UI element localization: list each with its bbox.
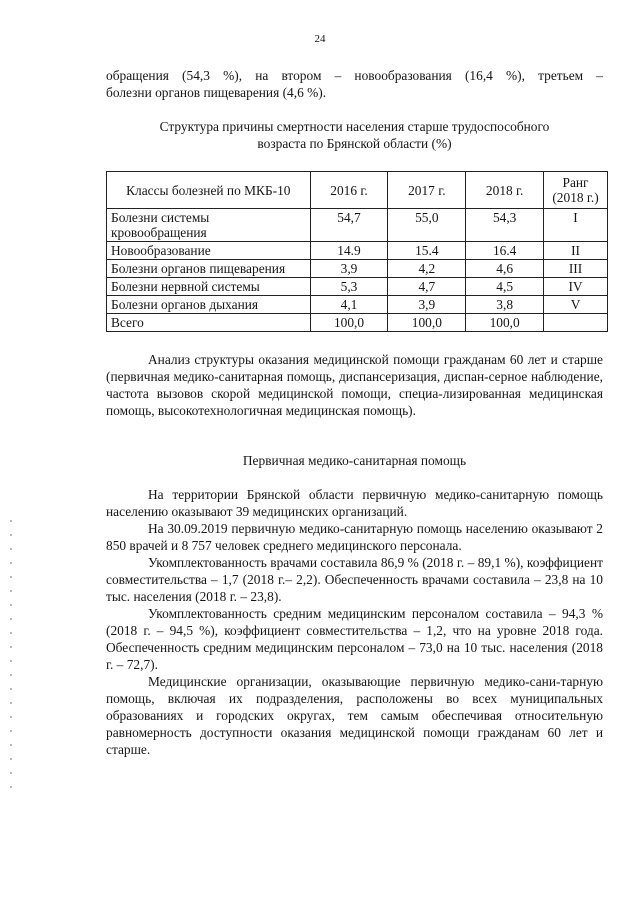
table-title-line-1: Структура причины смертности населения старше трудоспособного xyxy=(159,119,550,134)
rank-cell: II xyxy=(544,242,608,260)
column-header: Классы болезней по МКБ-10 xyxy=(107,172,311,209)
disease-class-cell: Болезни органов пищеварения xyxy=(107,260,311,278)
body-paragraph: На территории Брянской области первичную медико-санитарную помощь населению оказывают 39 медицинских организаций. xyxy=(106,487,603,519)
value-cell: 15.4 xyxy=(388,242,466,260)
table-header-row xyxy=(107,172,608,209)
value-cell: 55,0 xyxy=(388,209,466,242)
body-paragraph: Укомплектованность средним медицинским персоналом составила – 94,3 % (2018 г. – 94,5 %), коэффициент совместительства – 1,2, что на уровне 2018 года. Обеспеченность средним медицинским персоналом – 73,0 на 10 тыс. населения (2018 г. – 72,7). xyxy=(106,606,603,672)
disease-class-cell: Всего xyxy=(107,314,311,332)
intro-line-2: болезни органов пищеварения (4,6 %). xyxy=(106,85,327,100)
value-cell: 4,2 xyxy=(388,260,466,278)
value-cell: 16.4 xyxy=(466,242,544,260)
body-paragraph: Медицинские организации, оказывающие первичную медико-сани-тарную помощь, включая их подразделения, расположены во всех муниципальных образованиях и городских округах, тем самым обеспечивая относительную равномерность доступности оказания медицинской помощи гражданам 60 лет и старше. xyxy=(106,674,603,757)
body-paragraph: Укомплектованность врачами составила 86,9 % (2018 г. – 89,1 %), коэффициент совместительства – 1,7 (2018 г.– 2,2). Обеспеченность врачами составила – 23,8 на 10 тыс. населения (2018 г. – 23,8). xyxy=(106,555,603,604)
table-total-row xyxy=(107,314,608,332)
rank-cell xyxy=(544,314,608,332)
table-row xyxy=(107,260,608,278)
column-header: 2017 г. xyxy=(388,172,466,209)
disease-class-cell: Болезни органов дыхания xyxy=(107,296,311,314)
section-heading: Первичная медико-санитарная помощь xyxy=(242,453,467,468)
mortality-table xyxy=(106,171,608,332)
disease-class-cell: Новообразование xyxy=(107,242,311,260)
rank-cell: I xyxy=(544,209,608,242)
value-cell: 4,7 xyxy=(388,278,466,296)
intro-line-1: обращения (54,3 %), на втором – новообразования (16,4 %), третьем – xyxy=(106,68,603,83)
body-paragraph: На 30.09.2019 первичную медико-санитарную помощь населению оказывают 2 850 врачей и 8 757 человек среднего медицинского персонала. xyxy=(106,521,603,553)
rank-cell: V xyxy=(544,296,608,314)
value-cell: 4,1 xyxy=(310,296,388,314)
rank-cell: IV xyxy=(544,278,608,296)
column-header: Ранг (2018 г.) xyxy=(544,172,608,209)
table-row xyxy=(107,242,608,260)
table-row xyxy=(107,296,608,314)
value-cell: 54,3 xyxy=(466,209,544,242)
disease-class-cell: Болезни системы кровообращения xyxy=(107,209,311,242)
disease-class-cell: Болезни нервной системы xyxy=(107,278,311,296)
value-cell: 100,0 xyxy=(310,314,388,332)
scan-edge-marks xyxy=(10,520,12,800)
value-cell: 3,8 xyxy=(466,296,544,314)
value-cell: 14.9 xyxy=(310,242,388,260)
value-cell: 3,9 xyxy=(388,296,466,314)
table-title-line-2: возраста по Брянской области (%) xyxy=(257,136,452,151)
table-row xyxy=(107,278,608,296)
analysis-paragraph: Анализ структуры оказания медицинской помощи гражданам 60 лет и старше (первичная медико-санитарная помощь, диспансеризация, диспан-серное наблюдение, частота вызовов скорой медицинской помощи, специа-лизированная медицинская помощь, высокотехнологичная медицинская помощь). xyxy=(106,352,603,418)
value-cell: 100,0 xyxy=(388,314,466,332)
value-cell: 4,5 xyxy=(466,278,544,296)
table-row xyxy=(107,209,608,242)
value-cell: 54,7 xyxy=(310,209,388,242)
rank-cell: III xyxy=(544,260,608,278)
column-header: 2018 г. xyxy=(466,172,544,209)
value-cell: 4,6 xyxy=(466,260,544,278)
column-header: 2016 г. xyxy=(310,172,388,209)
page-number: 24 xyxy=(314,33,326,45)
value-cell: 5,3 xyxy=(310,278,388,296)
value-cell: 3,9 xyxy=(310,260,388,278)
value-cell: 100,0 xyxy=(466,314,544,332)
